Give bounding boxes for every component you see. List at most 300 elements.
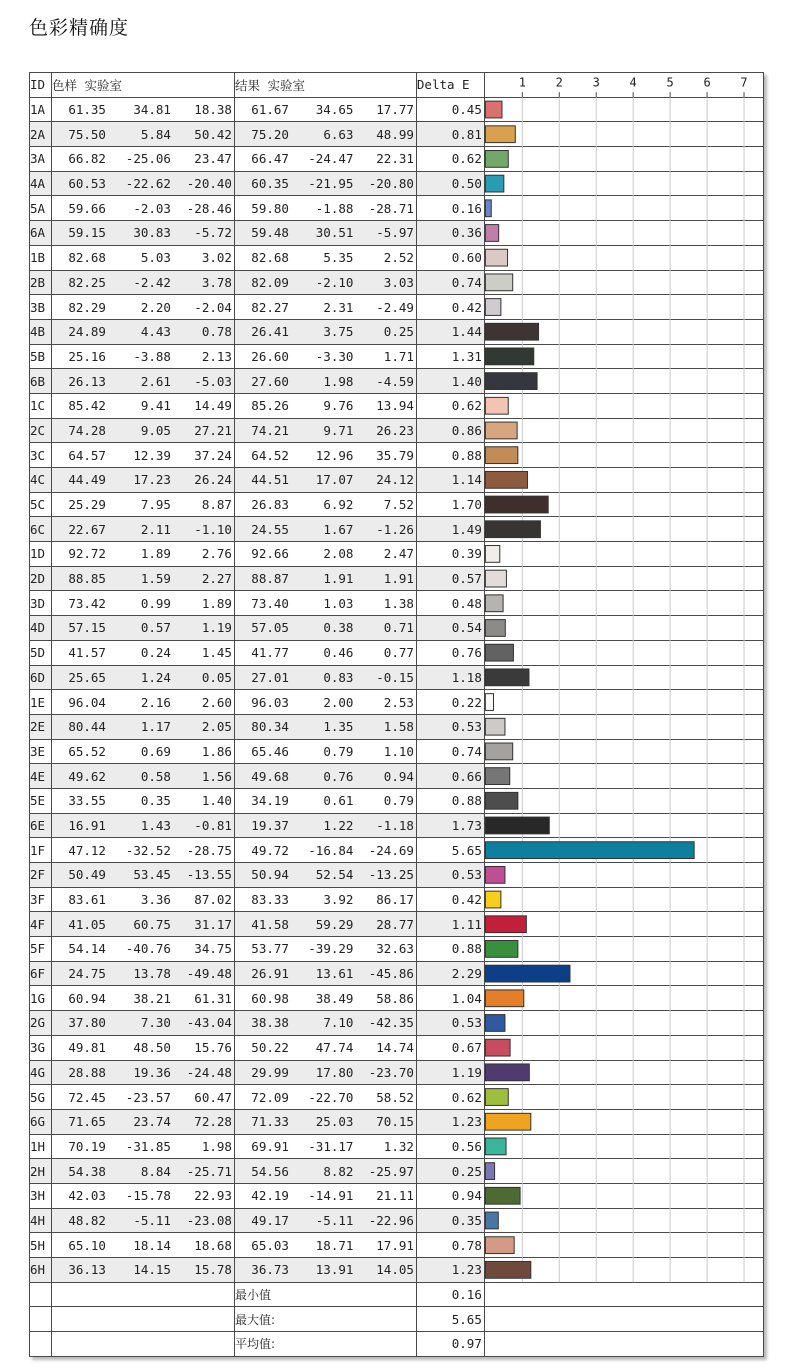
header-delta-e: Delta E <box>416 73 484 98</box>
reference-lab-component: -43.04 <box>186 1015 232 1031</box>
patch-id: 1H <box>30 1134 52 1159</box>
x-tick-label: 1 <box>518 75 526 90</box>
reference-lab-component: -2.04 <box>194 299 232 315</box>
measured-lab-component: 66.47 <box>251 151 289 167</box>
measured-lab-component: 8.82 <box>323 1163 354 1179</box>
reference-lab-component: 44.49 <box>68 472 106 488</box>
table-row <box>30 591 764 616</box>
delta-e-value: 0.36 <box>416 221 484 246</box>
reference-lab-component: 25.16 <box>68 348 106 364</box>
delta-e-value: 0.78 <box>416 1233 484 1258</box>
reference-lab-component: 1.45 <box>201 645 232 661</box>
reference-lab-values <box>51 591 234 616</box>
reference-lab-component: 23.47 <box>194 151 232 167</box>
table-row <box>30 418 764 443</box>
measured-lab-values <box>234 838 416 863</box>
measured-lab-component: 1.35 <box>323 719 354 735</box>
reference-lab-component: -25.71 <box>186 1163 232 1179</box>
table-row <box>30 1035 764 1060</box>
patch-id: 3D <box>30 591 52 616</box>
reference-lab-component: 7.95 <box>140 497 171 513</box>
measured-lab-values <box>234 1060 416 1085</box>
reference-lab-component: 66.82 <box>68 151 106 167</box>
bar-cell <box>484 665 763 690</box>
delta-e-value: 1.31 <box>416 344 484 369</box>
measured-lab-values <box>234 1085 416 1110</box>
reference-lab-component: -31.85 <box>125 1138 171 1154</box>
reference-lab-component: 82.29 <box>68 299 106 315</box>
patch-id: 1G <box>30 986 52 1011</box>
patch-id: 6C <box>30 517 52 542</box>
measured-lab-values <box>234 542 416 567</box>
measured-lab-component: 57.05 <box>251 620 289 636</box>
bar-cell <box>484 443 763 468</box>
measured-lab-values <box>234 640 416 665</box>
bar-cell <box>484 147 763 172</box>
patch-id: 3F <box>30 887 52 912</box>
delta-e-value: 0.56 <box>416 1134 484 1159</box>
reference-lab-component: 34.81 <box>133 102 171 118</box>
measured-lab-component: 26.60 <box>251 348 289 364</box>
bar-cell <box>484 1060 763 1085</box>
reference-lab-component: 1.43 <box>140 817 171 833</box>
bar-cell <box>484 616 763 641</box>
reference-lab-component: 2.60 <box>201 694 232 710</box>
measured-lab-component: 6.92 <box>323 497 354 513</box>
reference-lab-component: 80.44 <box>68 719 106 735</box>
measured-lab-values <box>234 97 416 122</box>
measured-lab-component: 17.07 <box>315 472 354 488</box>
delta-e-value: 0.54 <box>416 616 484 641</box>
reference-lab-values <box>51 369 234 394</box>
reference-lab-values <box>51 270 234 295</box>
reference-lab-component: -32.52 <box>125 842 171 858</box>
x-tick-label: 4 <box>629 75 637 90</box>
measured-lab-component: 1.38 <box>383 595 414 611</box>
bar-cell <box>484 986 763 1011</box>
bar-cell <box>484 492 763 517</box>
table-row <box>30 961 764 986</box>
table-row <box>30 764 764 789</box>
page-title: 色彩精确度 <box>29 17 130 39</box>
footer-row-min <box>30 1282 764 1307</box>
delta-e-value: 0.50 <box>416 171 484 196</box>
measured-lab-component: -42.35 <box>368 1015 414 1031</box>
reference-lab-values <box>51 1183 234 1208</box>
reference-lab-values <box>51 912 234 937</box>
x-tick-label: 5 <box>666 75 674 90</box>
measured-lab-component: 17.80 <box>315 1064 354 1080</box>
delta-e-value: 0.53 <box>416 863 484 888</box>
reference-lab-component: 41.05 <box>68 916 106 932</box>
measured-lab-component: 25.03 <box>315 1114 354 1130</box>
bar-cell <box>484 591 763 616</box>
measured-lab-component: 59.29 <box>315 916 354 932</box>
reference-lab-component: 92.72 <box>68 546 106 562</box>
measured-lab-values <box>234 764 416 789</box>
reference-lab-component: 19.36 <box>133 1064 171 1080</box>
header-axis-cell <box>484 73 763 98</box>
reference-lab-values <box>51 665 234 690</box>
reference-lab-values <box>51 1109 234 1134</box>
reference-lab-component: 60.47 <box>194 1089 232 1105</box>
patch-id: 1B <box>30 245 52 270</box>
measured-lab-component: 58.86 <box>376 990 414 1006</box>
reference-lab-values <box>51 418 234 443</box>
reference-lab-component: 0.57 <box>140 620 171 636</box>
measured-lab-component: 1.98 <box>323 373 354 389</box>
measured-lab-component: 5.35 <box>323 250 354 266</box>
reference-lab-component: 71.65 <box>68 1114 106 1130</box>
x-tick-label: 7 <box>740 75 748 90</box>
patch-id: 5G <box>30 1085 52 1110</box>
measured-lab-component: 27.01 <box>251 669 289 685</box>
measured-lab-component: 64.52 <box>251 447 289 463</box>
measured-lab-component: 34.19 <box>251 793 289 809</box>
reference-lab-component: 72.28 <box>194 1114 232 1130</box>
measured-lab-component: 59.80 <box>251 200 289 216</box>
measured-lab-component: 24.55 <box>251 521 289 537</box>
reference-lab-component: 73.42 <box>68 595 106 611</box>
reference-lab-values <box>51 492 234 517</box>
patch-id: 3H <box>30 1183 52 1208</box>
reference-lab-component: -5.72 <box>194 225 232 241</box>
reference-lab-values <box>51 443 234 468</box>
measured-lab-component: 12.96 <box>315 447 354 463</box>
delta-e-value: 0.53 <box>416 714 484 739</box>
reference-lab-component: 12.39 <box>133 447 171 463</box>
footer-label: 平均值: <box>234 1332 416 1357</box>
table-row <box>30 97 764 122</box>
reference-lab-component: 57.15 <box>68 620 106 636</box>
table-row <box>30 640 764 665</box>
measured-lab-component: 19.37 <box>251 817 289 833</box>
measured-lab-component: 3.03 <box>383 274 414 290</box>
table-row <box>30 813 764 838</box>
table-row <box>30 1085 764 1110</box>
reference-lab-values <box>51 986 234 1011</box>
patch-id: 4F <box>30 912 52 937</box>
bar-cell <box>484 863 763 888</box>
reference-lab-component: 34.75 <box>194 941 232 957</box>
reference-lab-component: 15.78 <box>194 1262 232 1278</box>
measured-lab-component: -0.15 <box>376 669 414 685</box>
table-row <box>30 1233 764 1258</box>
patch-id: 2B <box>30 270 52 295</box>
table-header-row <box>30 73 764 98</box>
patch-id: 2D <box>30 566 52 591</box>
reference-lab-component: 61.35 <box>68 102 106 118</box>
measured-lab-component: 53.77 <box>251 941 289 957</box>
measured-lab-values <box>234 1258 416 1283</box>
patch-id: 2C <box>30 418 52 443</box>
measured-lab-component: 14.74 <box>376 1040 414 1056</box>
bar-cell <box>484 961 763 986</box>
table-row <box>30 690 764 715</box>
bar-cell <box>484 221 763 246</box>
reference-lab-component: 24.89 <box>68 324 106 340</box>
table-row <box>30 147 764 172</box>
measured-lab-component: 24.12 <box>376 472 414 488</box>
measured-lab-values <box>234 147 416 172</box>
footer-row-max <box>30 1307 764 1332</box>
measured-lab-component: -24.47 <box>308 151 354 167</box>
measured-lab-component: 34.65 <box>315 102 354 118</box>
measured-lab-component: 60.98 <box>251 990 289 1006</box>
patch-id: 6F <box>30 961 52 986</box>
bar-cell <box>484 690 763 715</box>
measured-lab-component: 14.05 <box>376 1262 414 1278</box>
delta-e-value: 0.42 <box>416 887 484 912</box>
reference-lab-values <box>51 739 234 764</box>
measured-lab-values <box>234 887 416 912</box>
reference-lab-component: 37.80 <box>68 1015 106 1031</box>
reference-lab-component: 50.49 <box>68 867 106 883</box>
reference-lab-component: 2.61 <box>140 373 171 389</box>
delta-e-value: 0.25 <box>416 1159 484 1184</box>
reference-lab-component: 2.16 <box>140 694 171 710</box>
reference-lab-component: 38.21 <box>133 990 171 1006</box>
bar-cell <box>484 1258 763 1283</box>
reference-lab-component: 30.83 <box>133 225 171 241</box>
bar-cell <box>484 1208 763 1233</box>
reference-lab-component: 14.49 <box>194 398 232 414</box>
reference-lab-component: -23.57 <box>125 1089 171 1105</box>
reference-lab-component: 59.15 <box>68 225 106 241</box>
measured-lab-values <box>234 1183 416 1208</box>
reference-lab-component: 0.24 <box>140 645 171 661</box>
measured-lab-values <box>234 1159 416 1184</box>
table-row <box>30 517 764 542</box>
reference-lab-component: 53.45 <box>133 867 171 883</box>
table-row <box>30 393 764 418</box>
table-row <box>30 714 764 739</box>
measured-lab-component: -1.18 <box>376 817 414 833</box>
reference-lab-component: 0.58 <box>140 768 171 784</box>
reference-lab-component: 2.13 <box>201 348 232 364</box>
measured-lab-component: 48.99 <box>376 126 414 142</box>
table-row <box>30 1183 764 1208</box>
table-row <box>30 1011 764 1036</box>
patch-id: 2G <box>30 1011 52 1036</box>
reference-lab-component: 23.74 <box>133 1114 171 1130</box>
reference-lab-component: 3.02 <box>201 250 232 266</box>
delta-e-value: 0.22 <box>416 690 484 715</box>
table-row <box>30 221 764 246</box>
measured-lab-component: 49.72 <box>251 842 289 858</box>
measured-lab-component: -23.70 <box>368 1064 414 1080</box>
patch-id: 5E <box>30 788 52 813</box>
reference-lab-component: 36.13 <box>68 1262 106 1278</box>
reference-lab-component: -2.42 <box>133 274 171 290</box>
reference-lab-component: 14.15 <box>133 1262 171 1278</box>
measured-lab-component: 54.56 <box>251 1163 289 1179</box>
patch-id: 4D <box>30 616 52 641</box>
bar-cell <box>484 517 763 542</box>
reference-lab-values <box>51 1233 234 1258</box>
footer-value: 0.16 <box>416 1282 484 1307</box>
measured-lab-component: 17.77 <box>376 102 414 118</box>
reference-lab-component: 88.85 <box>68 571 106 587</box>
reference-lab-values <box>51 1035 234 1060</box>
reference-lab-component: 9.41 <box>140 398 171 414</box>
reference-lab-values <box>51 1060 234 1085</box>
reference-lab-component: 33.55 <box>68 793 106 809</box>
measured-lab-component: 1.91 <box>383 571 414 587</box>
reference-lab-component: 1.86 <box>201 743 232 759</box>
measured-lab-values <box>234 171 416 196</box>
bar-cell <box>484 813 763 838</box>
measured-lab-component: -21.95 <box>308 176 354 192</box>
reference-lab-component: 2.20 <box>140 299 171 315</box>
measured-lab-component: 0.25 <box>383 324 414 340</box>
measured-lab-values <box>234 245 416 270</box>
reference-lab-component: 61.31 <box>194 990 232 1006</box>
patch-id: 6B <box>30 369 52 394</box>
measured-lab-values <box>234 344 416 369</box>
reference-lab-values <box>51 1159 234 1184</box>
bar-cell <box>484 739 763 764</box>
patch-id: 3C <box>30 443 52 468</box>
reference-lab-values <box>51 863 234 888</box>
measured-lab-values <box>234 690 416 715</box>
delta-e-value: 0.81 <box>416 122 484 147</box>
reference-lab-component: -2.03 <box>133 200 171 216</box>
reference-lab-component: 27.21 <box>194 422 232 438</box>
delta-e-value: 0.88 <box>416 788 484 813</box>
reference-lab-component: 1.19 <box>201 620 232 636</box>
bar-cell <box>484 171 763 196</box>
reference-lab-component: 2.27 <box>201 571 232 587</box>
measured-lab-values <box>234 813 416 838</box>
bar-cell <box>484 566 763 591</box>
bar-cell <box>484 764 763 789</box>
reference-lab-component: 49.62 <box>68 768 106 784</box>
patch-id: 6D <box>30 665 52 690</box>
bar-cell <box>484 418 763 443</box>
patch-id: 4A <box>30 171 52 196</box>
delta-e-value: 1.49 <box>416 517 484 542</box>
bar-cell <box>484 937 763 962</box>
reference-lab-component: 65.52 <box>68 743 106 759</box>
delta-e-value: 1.40 <box>416 369 484 394</box>
table-row <box>30 443 764 468</box>
table-row <box>30 739 764 764</box>
measured-lab-component: 86.17 <box>376 892 414 908</box>
measured-lab-component: 9.76 <box>323 398 354 414</box>
reference-lab-component: 60.75 <box>133 916 171 932</box>
measured-lab-component: 1.10 <box>383 743 414 759</box>
reference-lab-component: -5.03 <box>194 373 232 389</box>
measured-lab-component: 38.38 <box>251 1015 289 1031</box>
measured-lab-component: 26.91 <box>251 966 289 982</box>
reference-lab-component: 8.84 <box>140 1163 171 1179</box>
table-row <box>30 937 764 962</box>
reference-lab-component: 28.88 <box>68 1064 106 1080</box>
reference-lab-values <box>51 1208 234 1233</box>
measured-lab-component: 36.73 <box>251 1262 289 1278</box>
reference-lab-component: -5.11 <box>133 1212 171 1228</box>
reference-lab-component: 60.53 <box>68 176 106 192</box>
reference-lab-component: 48.50 <box>133 1040 171 1056</box>
table-row <box>30 295 764 320</box>
reference-lab-component: 1.98 <box>201 1138 232 1154</box>
measured-lab-component: 88.87 <box>251 571 289 587</box>
patch-id: 4B <box>30 319 52 344</box>
reference-lab-component: 8.87 <box>201 497 232 513</box>
measured-lab-component: 2.52 <box>383 250 414 266</box>
reference-lab-values <box>51 566 234 591</box>
table-row <box>30 1159 764 1184</box>
x-tick-label: 6 <box>703 75 711 90</box>
measured-lab-values <box>234 418 416 443</box>
measured-lab-component: 0.38 <box>323 620 354 636</box>
reference-lab-values <box>51 295 234 320</box>
delta-e-value: 0.76 <box>416 640 484 665</box>
patch-id: 6H <box>30 1258 52 1283</box>
delta-e-value: 0.16 <box>416 196 484 221</box>
header-sample-lab: 色样 实验室 <box>51 73 234 98</box>
measured-lab-component: 41.58 <box>251 916 289 932</box>
delta-e-value: 1.44 <box>416 319 484 344</box>
measured-lab-component: -3.30 <box>315 348 354 364</box>
table-row <box>30 542 764 567</box>
measured-lab-values <box>234 270 416 295</box>
reference-lab-component: 0.78 <box>201 324 232 340</box>
measured-lab-component: 7.10 <box>323 1015 354 1031</box>
patch-id: 5C <box>30 492 52 517</box>
measured-lab-component: 60.35 <box>251 176 289 192</box>
reference-lab-component: -15.78 <box>125 1188 171 1204</box>
delta-e-table <box>29 72 764 1357</box>
measured-lab-component: 0.76 <box>323 768 354 784</box>
patch-id: 2E <box>30 714 52 739</box>
reference-lab-component: 96.04 <box>68 694 106 710</box>
measured-lab-component: -2.10 <box>315 274 354 290</box>
measured-lab-component: 0.61 <box>323 793 354 809</box>
header-id: ID <box>30 73 52 98</box>
table-row <box>30 665 764 690</box>
reference-lab-component: 26.24 <box>194 472 232 488</box>
measured-lab-component: -39.29 <box>308 941 354 957</box>
reference-lab-values <box>51 714 234 739</box>
header-result-lab: 结果 实验室 <box>234 73 416 98</box>
reference-lab-values <box>51 788 234 813</box>
measured-lab-component: 29.99 <box>251 1064 289 1080</box>
measured-lab-component: 22.31 <box>376 151 414 167</box>
measured-lab-component: 82.27 <box>251 299 289 315</box>
measured-lab-component: 0.94 <box>383 768 414 784</box>
measured-lab-component: -13.25 <box>368 867 414 883</box>
measured-lab-component: 27.60 <box>251 373 289 389</box>
reference-lab-component: -28.46 <box>186 200 232 216</box>
reference-lab-component: 2.76 <box>201 546 232 562</box>
measured-lab-values <box>234 863 416 888</box>
reference-lab-component: 18.14 <box>133 1237 171 1253</box>
reference-lab-component: 17.23 <box>133 472 171 488</box>
patch-id: 4C <box>30 468 52 493</box>
reference-lab-component: 2.05 <box>201 719 232 735</box>
reference-lab-values <box>51 1085 234 1110</box>
measured-lab-component: 2.00 <box>323 694 354 710</box>
table-row <box>30 369 764 394</box>
measured-lab-component: 0.83 <box>323 669 354 685</box>
delta-e-value: 0.42 <box>416 295 484 320</box>
measured-lab-component: 0.71 <box>383 620 414 636</box>
table-row <box>30 245 764 270</box>
measured-lab-component: 2.47 <box>383 546 414 562</box>
bar-cell <box>484 245 763 270</box>
